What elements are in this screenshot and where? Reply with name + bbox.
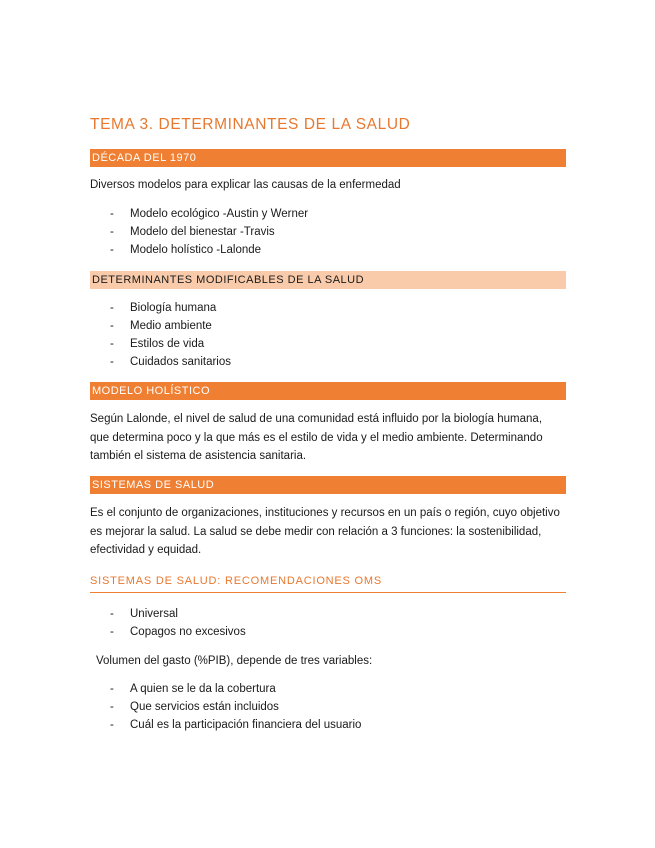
list-item-text: Estilos de vida [130, 338, 205, 350]
section-heading-decada: DÉCADA DEL 1970 [90, 149, 566, 167]
list-item [110, 605, 246, 623]
dash-bullet: - [110, 208, 114, 220]
dash-bullet: - [110, 356, 114, 368]
list-item [110, 317, 231, 335]
list-item-text: Modelo del bienestar -Travis [130, 226, 275, 238]
list-item-text: Copagos no excesivos [130, 626, 246, 638]
holistico-paragraph [90, 410, 568, 466]
list-item-text: Biología humana [130, 302, 217, 314]
section-heading-oms: SISTEMAS DE SALUD: RECOMENDACIONES OMS [90, 575, 566, 593]
list-item [110, 335, 231, 353]
section-heading-determinantes: DETERMINANTES MODIFICABLES DE LA SALUD [90, 271, 566, 289]
list-item-text: A quien se le da la cobertura [130, 683, 276, 695]
list-item [110, 698, 361, 716]
decada-list [110, 205, 308, 259]
dash-bullet: - [110, 626, 114, 638]
dash-bullet: - [110, 719, 114, 731]
paragraph-line: que determina poco y la que más es el estilo de vida y el medio ambiente. Determinando [90, 431, 543, 444]
paragraph-line: efectividad y equidad. [90, 544, 202, 556]
dash-bullet: - [110, 244, 114, 256]
list-item [110, 223, 308, 241]
dash-bullet: - [110, 338, 114, 350]
list-item [110, 680, 361, 698]
list-item [110, 716, 361, 734]
list-item-text: Cuál es la participación financiera del usuario [130, 719, 362, 731]
list-item [110, 623, 246, 641]
list-item-text: Cuidados sanitarios [130, 356, 232, 368]
page-title: TEMA 3. DETERMINANTES DE LA SALUD [90, 116, 411, 133]
paragraph-line: también el sistema de asistencia sanitaria. [90, 450, 307, 462]
dash-bullet: - [110, 683, 114, 695]
dash-bullet: - [110, 302, 114, 314]
section-heading-sistemas: SISTEMAS DE SALUD [90, 476, 566, 494]
list-item [110, 205, 308, 223]
oms-list [110, 605, 246, 641]
dash-bullet: - [110, 701, 114, 713]
section-heading-holistico: MODELO HOLÍSTICO [90, 382, 566, 400]
dash-bullet: - [110, 608, 114, 620]
dash-bullet: - [110, 226, 114, 238]
list-item [110, 299, 231, 317]
volumen-text: Volumen del gasto (%PIB), depende de tres variables: [96, 655, 373, 667]
list-item-text: Universal [130, 608, 178, 620]
list-item [110, 353, 231, 371]
sistemas-paragraph [90, 504, 568, 560]
decada-intro: Diversos modelos para explicar las causas de la enfermedad [90, 179, 401, 191]
list-item [110, 241, 308, 259]
list-item-text: Medio ambiente [130, 320, 212, 332]
list-item-text: Modelo holístico -Lalonde [130, 244, 262, 256]
list-item-text: Modelo ecológico -Austin y Werner [130, 208, 309, 220]
determinantes-list [110, 299, 231, 371]
paragraph-line: Es el conjunto de organizaciones, instituciones y recursos en un país o región, cuyo objetivo [90, 507, 560, 519]
paragraph-line: Según Lalonde, el nivel de salud de una comunidad está influido por la biología humana, [90, 413, 543, 425]
dash-bullet: - [110, 320, 114, 332]
list-item-text: Que servicios están incluidos [130, 701, 279, 713]
paragraph-line: es mejorar la salud. La salud se debe medir con relación a 3 funciones: la sostenibilidad, [90, 525, 542, 538]
volumen-list [110, 680, 361, 734]
